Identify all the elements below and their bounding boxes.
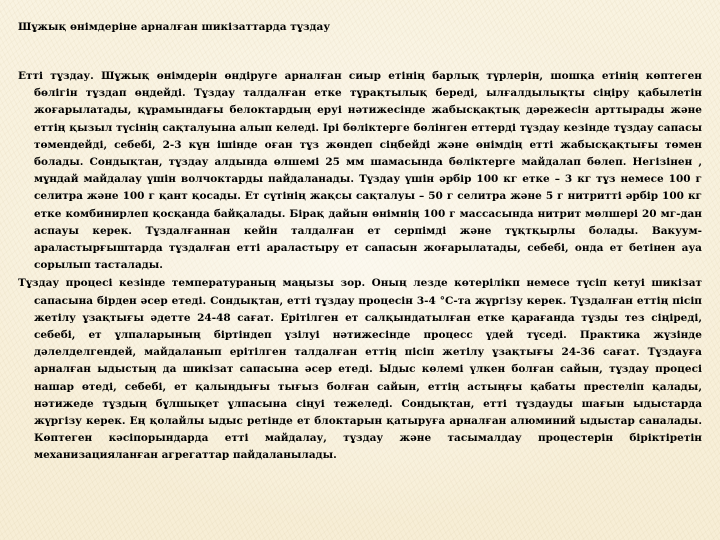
paragraph-meat-salting: Етті тұздау. Шұжық өнімдерін өндіруге арналған сиыр етінің барлық түрлерін, шошқа етінің көптеген бөлігін тұздап өңдейді. Тұздау талдалған етке тұрақтылық береді, ылғалдылықты сіңіру қабылетін жоғарылатады, құрамындағы белоктардың еруі нәтижесінде жабысқақтық дәрежесін арттырады және еттің қызыл түсінің сақталуына алып келеді. Ірі бөліктерге бөлінген еттерді тұздау кезінде тұздау сапасы төмендейді, себебі, 2-3 күн ішінде оған тұз жөндеп сіңбейді және өнімдің етті жабысқақтығы төмен болады. Сондықтан, тұздау алдында өлшемі 25 мм шамасында бөліктерге майдалап бөлеп. Негізінен , мұндай майдалау үшін волчоктарды пайдаланады. Тұздау үшін әрбір 100 кг етке – 3 кг тұз немесе 100 г селитра және 100 г қант қосады. Ет сүтінің жақсы сақталуы – 50 г селитра және 5 г нитритті әрбір 100 кг етке комбинирлеп қосқанда байқалады. Бірақ дайын өнімнің 100 г массасында нитрит мөлшері 20 мг-дан аспауы керек. Тұздалғаннан кейін талдалған ет серпімді және тұқтқырлы болады. Вакуум-араластырғыштарда тұздалған етті араластыру ет сапасын жоғарылатады, себебі, онда ет бетінен ауа сорылып тасталады. xyxy=(18,70,702,272)
document-title: Шұжық өнімдеріне арналған шикізаттарда тұздау xyxy=(18,21,331,33)
document-page xyxy=(18,20,702,465)
paragraph-salting-process: Тұздау процесі кезінде температураның маңызы зор. Оның лезде көтерілікп немесе түсіп кетуі шикізат сапасына бірден әсер етеді. Сондықтан, етті тұздау процесін 3-4 °С-та жүргізу керек. Тұздалған еттің пісіп жетілу ұзақтығы әдетте 24-48 сағат. Ерітілген ет салқындатылған етке қарағанда тұзды тез сіңіреді, себебі, ет ұлпаларының біртіндеп үзілуі нәтижесінде процесс үдей түседі. Практика жүзінде дәлелделгендей, майдаланып ерітілген талдалған еттің пісіп жетілу ұзақтығы 24-36 сағат. Тұздауға арналған ыдыстың да шикізат сапасына әсер етеді. Ыдыс көлемі үлкен болған сайын, тұздау процесі нашар өтеді, себебі, ет қалыңдығы тығыз болған сайын, еттің астыңғы қабаты престеліп қалады, нәтижеде тұздың бұлшықет ұлпасына сіңуі тежеледі. Сондықтан, етті тұздауды шағын ыдыстарда жүргізу керек. Ең қолайлы ыдыс ретінде ет блоктарын қатыруға арналған алюминий ыдыстар саналады. Көптеген кәсіпорындарда етті майдалау, тұздау және тасымалдау процестерін біріктіретін механизацияланған агрегаттар пайдаланылады. xyxy=(18,277,702,462)
